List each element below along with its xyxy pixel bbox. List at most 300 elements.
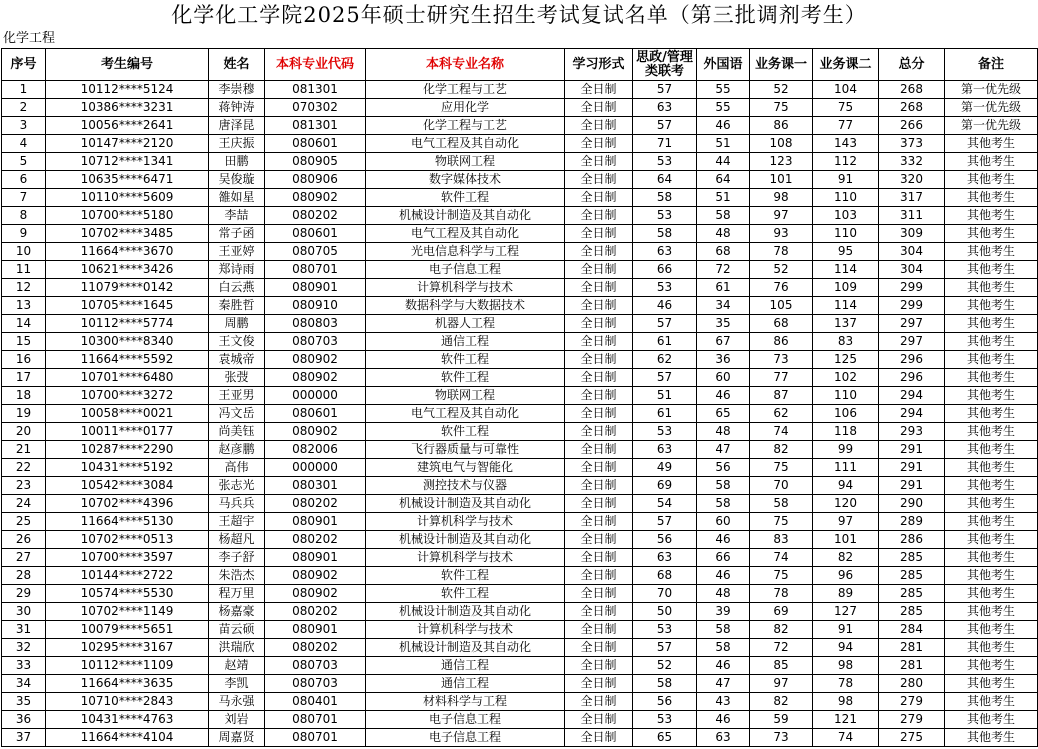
cell-subject-1: 77 [750, 369, 813, 387]
cell-subject-1: 97 [750, 207, 813, 225]
cell-study-mode: 全日制 [565, 225, 633, 243]
cell-subject-1: 108 [750, 135, 813, 153]
cell-remarks: 其他考生 [945, 171, 1038, 189]
cell-index: 3 [2, 117, 46, 135]
cell-remarks: 第一优先级 [945, 81, 1038, 99]
cell-foreign-language: 67 [697, 333, 750, 351]
cell-study-mode: 全日制 [565, 243, 633, 261]
cell-foreign-language: 46 [697, 531, 750, 549]
cell-name: 李凯 [209, 675, 265, 693]
cell-name: 唐泽昆 [209, 117, 265, 135]
header-subject-2: 业务课二 [813, 49, 879, 81]
cell-politics: 46 [633, 297, 697, 315]
cell-total: 317 [879, 189, 945, 207]
cell-index: 32 [2, 639, 46, 657]
cell-total: 285 [879, 603, 945, 621]
cell-study-mode: 全日制 [565, 171, 633, 189]
cell-index: 25 [2, 513, 46, 531]
cell-remarks: 其他考生 [945, 279, 1038, 297]
table-row [2, 711, 1038, 729]
cell-major-name: 电子信息工程 [366, 261, 565, 279]
cell-exam-id: 11664****5592 [46, 351, 209, 369]
cell-name: 程万里 [209, 585, 265, 603]
cell-name: 王亚男 [209, 387, 265, 405]
cell-subject-2: 74 [813, 729, 879, 747]
cell-major-name: 软件工程 [366, 189, 565, 207]
cell-remarks: 其他考生 [945, 189, 1038, 207]
cell-study-mode: 全日制 [565, 81, 633, 99]
cell-exam-id: 10295****3167 [46, 639, 209, 657]
cell-exam-id: 10702****0513 [46, 531, 209, 549]
cell-exam-id: 10112****5124 [46, 81, 209, 99]
cell-remarks: 其他考生 [945, 693, 1038, 711]
cell-study-mode: 全日制 [565, 675, 633, 693]
cell-major-code: 080901 [265, 279, 366, 297]
cell-study-mode: 全日制 [565, 405, 633, 423]
cell-exam-id: 11079****0142 [46, 279, 209, 297]
table-row [2, 171, 1038, 189]
cell-politics: 53 [633, 621, 697, 639]
cell-remarks: 其他考生 [945, 621, 1038, 639]
cell-study-mode: 全日制 [565, 297, 633, 315]
cell-politics: 63 [633, 441, 697, 459]
cell-study-mode: 全日制 [565, 693, 633, 711]
cell-name: 冯文岳 [209, 405, 265, 423]
cell-name: 朱浩杰 [209, 567, 265, 585]
cell-name: 高伟 [209, 459, 265, 477]
cell-foreign-language: 58 [697, 207, 750, 225]
cell-politics: 49 [633, 459, 697, 477]
cell-major-name: 通信工程 [366, 333, 565, 351]
cell-politics: 65 [633, 729, 697, 747]
cell-foreign-language: 39 [697, 603, 750, 621]
header-remarks: 备注 [945, 49, 1038, 81]
cell-remarks: 其他考生 [945, 207, 1038, 225]
table-row [2, 405, 1038, 423]
cell-subject-1: 83 [750, 531, 813, 549]
cell-foreign-language: 46 [697, 711, 750, 729]
cell-major-code: 070302 [265, 99, 366, 117]
table-row [2, 369, 1038, 387]
cell-subject-2: 98 [813, 657, 879, 675]
cell-foreign-language: 72 [697, 261, 750, 279]
cell-foreign-language: 46 [697, 387, 750, 405]
cell-major-code: 080703 [265, 333, 366, 351]
cell-major-name: 计算机科学与技术 [366, 621, 565, 639]
cell-exam-id: 10712****1341 [46, 153, 209, 171]
cell-foreign-language: 46 [697, 657, 750, 675]
cell-index: 16 [2, 351, 46, 369]
cell-total: 279 [879, 711, 945, 729]
header-total: 总分 [879, 49, 945, 81]
cell-subject-1: 87 [750, 387, 813, 405]
cell-politics: 66 [633, 261, 697, 279]
cell-study-mode: 全日制 [565, 459, 633, 477]
cell-index: 4 [2, 135, 46, 153]
table-row [2, 387, 1038, 405]
cell-name: 李子舒 [209, 549, 265, 567]
cell-name: 秦胜哲 [209, 297, 265, 315]
cell-index: 21 [2, 441, 46, 459]
cell-subject-1: 86 [750, 333, 813, 351]
table-row [2, 531, 1038, 549]
cell-name: 王亚婷 [209, 243, 265, 261]
cell-subject-2: 125 [813, 351, 879, 369]
cell-subject-2: 89 [813, 585, 879, 603]
cell-remarks: 其他考生 [945, 729, 1038, 747]
cell-foreign-language: 64 [697, 171, 750, 189]
cell-index: 13 [2, 297, 46, 315]
cell-remarks: 其他考生 [945, 315, 1038, 333]
cell-name: 田鹏 [209, 153, 265, 171]
cell-major-code: 080905 [265, 153, 366, 171]
cell-major-code: 000000 [265, 459, 366, 477]
cell-subject-1: 85 [750, 657, 813, 675]
cell-subject-1: 73 [750, 729, 813, 747]
cell-name: 李崇穆 [209, 81, 265, 99]
cell-index: 11 [2, 261, 46, 279]
table-row [2, 207, 1038, 225]
cell-name: 尚美钰 [209, 423, 265, 441]
cell-foreign-language: 66 [697, 549, 750, 567]
candidate-table [1, 48, 1038, 747]
cell-exam-id: 10702****3485 [46, 225, 209, 243]
cell-subject-1: 73 [750, 351, 813, 369]
cell-subject-2: 118 [813, 423, 879, 441]
cell-total: 280 [879, 675, 945, 693]
cell-name: 洪瑞欣 [209, 639, 265, 657]
cell-major-name: 通信工程 [366, 657, 565, 675]
cell-subject-2: 120 [813, 495, 879, 513]
cell-name: 周嘉贤 [209, 729, 265, 747]
cell-major-name: 机械设计制造及其自动化 [366, 603, 565, 621]
cell-major-code: 081301 [265, 117, 366, 135]
cell-subject-1: 93 [750, 225, 813, 243]
cell-foreign-language: 55 [697, 99, 750, 117]
cell-exam-id: 10112****1109 [46, 657, 209, 675]
cell-subject-2: 103 [813, 207, 879, 225]
cell-remarks: 其他考生 [945, 477, 1038, 495]
document-title: 化学化工学院2025年硕士研究生招生考试复试名单（第三批调剂考生） [171, 3, 867, 27]
table-row [2, 621, 1038, 639]
cell-subject-1: 75 [750, 459, 813, 477]
table-row [2, 99, 1038, 117]
cell-foreign-language: 58 [697, 639, 750, 657]
table-row [2, 225, 1038, 243]
cell-subject-2: 143 [813, 135, 879, 153]
cell-total: 294 [879, 405, 945, 423]
cell-subject-1: 58 [750, 495, 813, 513]
cell-major-name: 软件工程 [366, 423, 565, 441]
cell-subject-2: 82 [813, 549, 879, 567]
cell-remarks: 其他考生 [945, 225, 1038, 243]
cell-subject-1: 59 [750, 711, 813, 729]
cell-index: 14 [2, 315, 46, 333]
cell-exam-id: 10300****8340 [46, 333, 209, 351]
cell-index: 24 [2, 495, 46, 513]
cell-remarks: 其他考生 [945, 351, 1038, 369]
cell-subject-2: 121 [813, 711, 879, 729]
cell-politics: 57 [633, 315, 697, 333]
cell-study-mode: 全日制 [565, 279, 633, 297]
cell-major-name: 机器人工程 [366, 315, 565, 333]
cell-study-mode: 全日制 [565, 135, 633, 153]
cell-total: 304 [879, 261, 945, 279]
cell-politics: 68 [633, 567, 697, 585]
cell-foreign-language: 48 [697, 585, 750, 603]
cell-major-code: 080906 [265, 171, 366, 189]
cell-major-code: 080705 [265, 243, 366, 261]
cell-remarks: 其他考生 [945, 549, 1038, 567]
header-row [2, 49, 1038, 81]
cell-name: 杨嘉豪 [209, 603, 265, 621]
header-exam-id: 考生编号 [46, 49, 209, 81]
cell-name: 马永强 [209, 693, 265, 711]
cell-subject-2: 77 [813, 117, 879, 135]
cell-subject-1: 78 [750, 243, 813, 261]
cell-politics: 51 [633, 387, 697, 405]
cell-index: 18 [2, 387, 46, 405]
cell-subject-2: 99 [813, 441, 879, 459]
cell-major-code: 080902 [265, 423, 366, 441]
header-major-name: 本科专业名称 [366, 49, 565, 81]
cell-subject-2: 83 [813, 333, 879, 351]
cell-major-name: 软件工程 [366, 567, 565, 585]
cell-major-name: 机械设计制造及其自动化 [366, 531, 565, 549]
cell-major-name: 电气工程及其自动化 [366, 405, 565, 423]
table-row [2, 333, 1038, 351]
table-row [2, 729, 1038, 747]
cell-subject-1: 78 [750, 585, 813, 603]
cell-politics: 57 [633, 513, 697, 531]
cell-total: 309 [879, 225, 945, 243]
cell-politics: 58 [633, 225, 697, 243]
cell-major-code: 080601 [265, 225, 366, 243]
cell-study-mode: 全日制 [565, 189, 633, 207]
cell-exam-id: 10574****5530 [46, 585, 209, 603]
cell-politics: 50 [633, 603, 697, 621]
cell-politics: 53 [633, 279, 697, 297]
cell-index: 5 [2, 153, 46, 171]
cell-foreign-language: 61 [697, 279, 750, 297]
cell-exam-id: 10700****5180 [46, 207, 209, 225]
cell-remarks: 其他考生 [945, 153, 1038, 171]
cell-subject-2: 112 [813, 153, 879, 171]
cell-study-mode: 全日制 [565, 99, 633, 117]
cell-remarks: 其他考生 [945, 675, 1038, 693]
cell-name: 郑诗雨 [209, 261, 265, 279]
cell-foreign-language: 34 [697, 297, 750, 315]
cell-index: 30 [2, 603, 46, 621]
cell-exam-id: 10635****6471 [46, 171, 209, 189]
cell-subject-1: 68 [750, 315, 813, 333]
cell-total: 289 [879, 513, 945, 531]
cell-remarks: 第一优先级 [945, 117, 1038, 135]
cell-index: 10 [2, 243, 46, 261]
cell-politics: 58 [633, 189, 697, 207]
cell-major-code: 080901 [265, 513, 366, 531]
table-row [2, 459, 1038, 477]
cell-foreign-language: 47 [697, 675, 750, 693]
cell-exam-id: 10702****4396 [46, 495, 209, 513]
cell-total: 268 [879, 99, 945, 117]
cell-major-code: 080202 [265, 495, 366, 513]
cell-name: 白云燕 [209, 279, 265, 297]
cell-foreign-language: 68 [697, 243, 750, 261]
cell-study-mode: 全日制 [565, 711, 633, 729]
table-row [2, 441, 1038, 459]
cell-study-mode: 全日制 [565, 369, 633, 387]
cell-foreign-language: 35 [697, 315, 750, 333]
cell-exam-id: 11664****3670 [46, 243, 209, 261]
cell-name: 赵靖 [209, 657, 265, 675]
cell-politics: 57 [633, 117, 697, 135]
cell-exam-id: 10710****2843 [46, 693, 209, 711]
cell-politics: 62 [633, 351, 697, 369]
cell-subject-1: 105 [750, 297, 813, 315]
cell-name: 常子函 [209, 225, 265, 243]
cell-foreign-language: 60 [697, 369, 750, 387]
cell-foreign-language: 43 [697, 693, 750, 711]
cell-remarks: 其他考生 [945, 657, 1038, 675]
cell-major-code: 000000 [265, 387, 366, 405]
cell-study-mode: 全日制 [565, 657, 633, 675]
cell-major-name: 软件工程 [366, 369, 565, 387]
cell-foreign-language: 58 [697, 477, 750, 495]
cell-foreign-language: 63 [697, 729, 750, 747]
cell-major-code: 080301 [265, 477, 366, 495]
cell-subject-2: 94 [813, 639, 879, 657]
table-row [2, 423, 1038, 441]
cell-exam-id: 10112****5774 [46, 315, 209, 333]
cell-subject-1: 62 [750, 405, 813, 423]
cell-index: 28 [2, 567, 46, 585]
cell-exam-id: 10144****2722 [46, 567, 209, 585]
cell-subject-1: 52 [750, 261, 813, 279]
cell-study-mode: 全日制 [565, 585, 633, 603]
header-study-mode: 学习形式 [565, 49, 633, 81]
cell-subject-2: 95 [813, 243, 879, 261]
cell-subject-1: 82 [750, 621, 813, 639]
cell-remarks: 其他考生 [945, 531, 1038, 549]
table-row [2, 135, 1038, 153]
cell-major-code: 080202 [265, 603, 366, 621]
cell-exam-id: 10056****2641 [46, 117, 209, 135]
header-politics: 思政/管理类联考 [633, 49, 697, 81]
cell-study-mode: 全日制 [565, 153, 633, 171]
cell-subject-1: 76 [750, 279, 813, 297]
table-row [2, 243, 1038, 261]
cell-remarks: 其他考生 [945, 333, 1038, 351]
cell-remarks: 第一优先级 [945, 99, 1038, 117]
cell-major-code: 080701 [265, 711, 366, 729]
cell-index: 26 [2, 531, 46, 549]
table-row [2, 639, 1038, 657]
cell-subject-2: 109 [813, 279, 879, 297]
cell-subject-2: 106 [813, 405, 879, 423]
cell-politics: 54 [633, 495, 697, 513]
cell-major-name: 材料科学与工程 [366, 693, 565, 711]
cell-study-mode: 全日制 [565, 639, 633, 657]
cell-foreign-language: 48 [697, 225, 750, 243]
cell-major-code: 080202 [265, 639, 366, 657]
cell-major-name: 化学工程与工艺 [366, 117, 565, 135]
table-row [2, 585, 1038, 603]
table-row [2, 81, 1038, 99]
cell-subject-2: 114 [813, 261, 879, 279]
cell-total: 299 [879, 297, 945, 315]
cell-major-code: 080901 [265, 621, 366, 639]
cell-total: 290 [879, 495, 945, 513]
cell-subject-2: 114 [813, 297, 879, 315]
cell-foreign-language: 60 [697, 513, 750, 531]
table-row [2, 657, 1038, 675]
cell-index: 12 [2, 279, 46, 297]
cell-major-name: 物联网工程 [366, 153, 565, 171]
cell-total: 291 [879, 459, 945, 477]
cell-total: 304 [879, 243, 945, 261]
cell-remarks: 其他考生 [945, 261, 1038, 279]
cell-politics: 61 [633, 405, 697, 423]
header-name: 姓名 [209, 49, 265, 81]
cell-politics: 63 [633, 243, 697, 261]
cell-major-code: 080910 [265, 297, 366, 315]
cell-subject-2: 110 [813, 225, 879, 243]
cell-total: 294 [879, 387, 945, 405]
table-row [2, 153, 1038, 171]
cell-subject-1: 52 [750, 81, 813, 99]
cell-politics: 58 [633, 675, 697, 693]
cell-foreign-language: 46 [697, 117, 750, 135]
cell-politics: 53 [633, 153, 697, 171]
cell-name: 袁城帝 [209, 351, 265, 369]
cell-total: 373 [879, 135, 945, 153]
cell-subject-2: 78 [813, 675, 879, 693]
cell-index: 1 [2, 81, 46, 99]
cell-total: 297 [879, 315, 945, 333]
cell-politics: 57 [633, 81, 697, 99]
cell-major-name: 数据科学与大数据技术 [366, 297, 565, 315]
cell-exam-id: 10058****0021 [46, 405, 209, 423]
cell-name: 张志光 [209, 477, 265, 495]
cell-total: 275 [879, 729, 945, 747]
cell-major-name: 计算机科学与技术 [366, 279, 565, 297]
cell-index: 17 [2, 369, 46, 387]
cell-name: 吴俊璇 [209, 171, 265, 189]
cell-exam-id: 10702****1149 [46, 603, 209, 621]
cell-politics: 57 [633, 369, 697, 387]
cell-remarks: 其他考生 [945, 297, 1038, 315]
cell-subject-1: 75 [750, 567, 813, 585]
cell-remarks: 其他考生 [945, 585, 1038, 603]
cell-total: 281 [879, 639, 945, 657]
cell-study-mode: 全日制 [565, 603, 633, 621]
cell-total: 285 [879, 549, 945, 567]
cell-total: 268 [879, 81, 945, 99]
cell-exam-id: 11664****4104 [46, 729, 209, 747]
cell-remarks: 其他考生 [945, 603, 1038, 621]
cell-index: 9 [2, 225, 46, 243]
cell-subject-1: 82 [750, 441, 813, 459]
cell-study-mode: 全日制 [565, 351, 633, 369]
cell-total: 320 [879, 171, 945, 189]
cell-study-mode: 全日制 [565, 513, 633, 531]
cell-major-name: 软件工程 [366, 351, 565, 369]
cell-major-name: 电子信息工程 [366, 711, 565, 729]
cell-remarks: 其他考生 [945, 423, 1038, 441]
table-body [2, 81, 1038, 747]
cell-total: 293 [879, 423, 945, 441]
